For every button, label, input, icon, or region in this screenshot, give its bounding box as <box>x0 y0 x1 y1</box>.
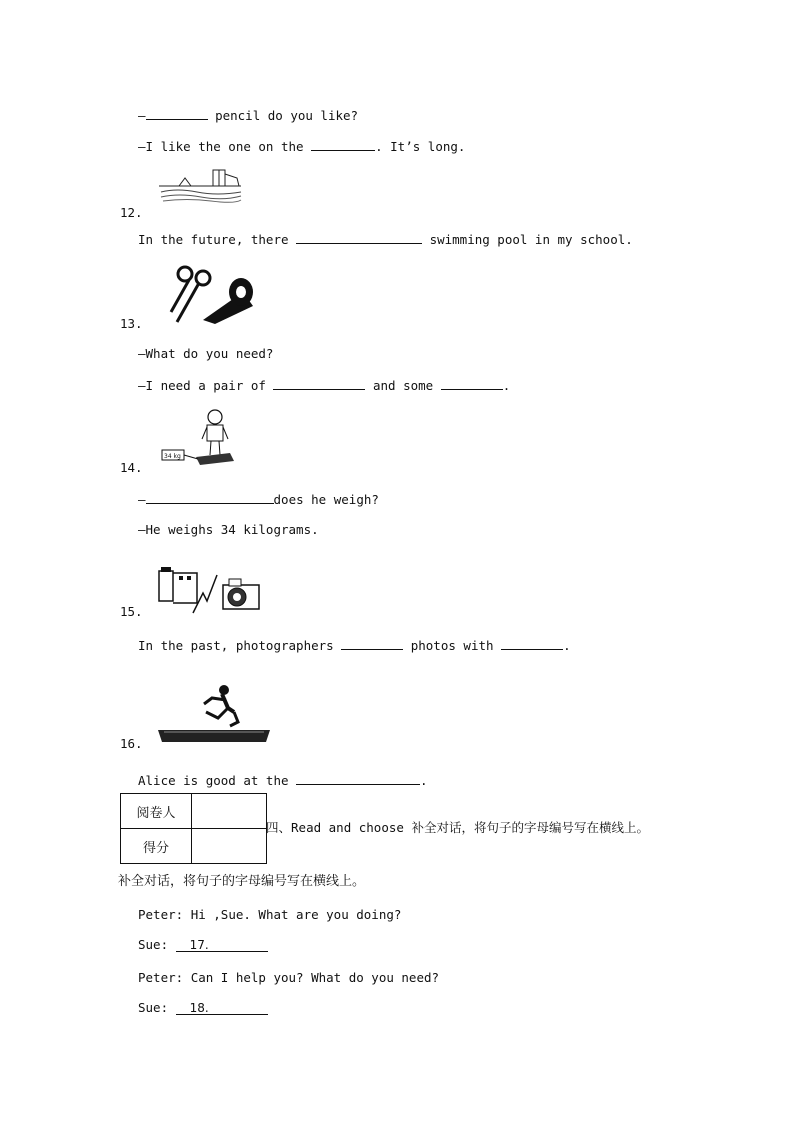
grader-label: 阅卷人 <box>121 794 192 829</box>
score-table <box>120 793 267 864</box>
dialogue-line: Peter: Hi ,Sue. What are you doing? <box>138 907 402 922</box>
dialogue-line: Sue: 17. <box>138 937 268 953</box>
q15-sentence: In the past, photographers photos with . <box>138 638 571 653</box>
long-jump-picture <box>156 682 272 746</box>
q13-question-line: —What do you need? <box>138 346 274 361</box>
question-number: 15. <box>120 604 143 619</box>
q11-answer-line: —I like the one on the . It’s long. <box>138 139 466 154</box>
score-label: 得分 <box>121 829 192 864</box>
scale-label: 34 kg <box>164 453 181 460</box>
dialogue-line: Peter: Can I help you? What do you need? <box>138 970 440 985</box>
answer-blank[interactable] <box>341 637 403 650</box>
answer-blank[interactable] <box>146 491 274 504</box>
q16-sentence: Alice is good at the . <box>138 773 428 788</box>
q12-sentence: In the future, there swimming pool in my school. <box>138 232 633 247</box>
answer-blank-18[interactable]: 18. <box>176 1001 268 1015</box>
q14-answer-line: —He weighs 34 kilograms. <box>138 522 319 537</box>
question-number: 12. <box>120 205 143 220</box>
answer-blank[interactable] <box>441 377 503 390</box>
section-heading: 四、Read and choose 补全对话，将句子的字母编号写在横线上。 <box>266 820 649 835</box>
boy-on-scale-picture <box>160 405 255 467</box>
grader-cell[interactable] <box>192 794 267 829</box>
dialogue-line: Sue: 18. <box>138 1000 268 1016</box>
film-and-camera-picture <box>157 565 261 615</box>
answer-blank[interactable] <box>296 772 420 785</box>
answer-blank[interactable] <box>296 231 422 244</box>
q13-answer-line: —I need a pair of and some . <box>138 378 511 393</box>
answer-blank[interactable] <box>273 377 365 390</box>
scissors-and-tape-picture <box>163 262 259 324</box>
beach-scene-picture <box>157 166 243 206</box>
q11-question-line: — pencil do you like? <box>138 108 359 123</box>
answer-blank[interactable] <box>146 107 208 120</box>
section-instruction: 补全对话，将句子的字母编号写在横线上。 <box>118 874 366 889</box>
question-number: 13. <box>120 316 143 331</box>
answer-blank-17[interactable]: 17. <box>176 938 268 952</box>
question-number: 16. <box>120 736 143 751</box>
question-number: 14. <box>120 460 143 475</box>
answer-blank[interactable] <box>501 637 563 650</box>
answer-blank[interactable] <box>311 138 375 151</box>
score-cell[interactable] <box>192 829 267 864</box>
q14-question-line: — does he weigh? <box>138 492 379 507</box>
